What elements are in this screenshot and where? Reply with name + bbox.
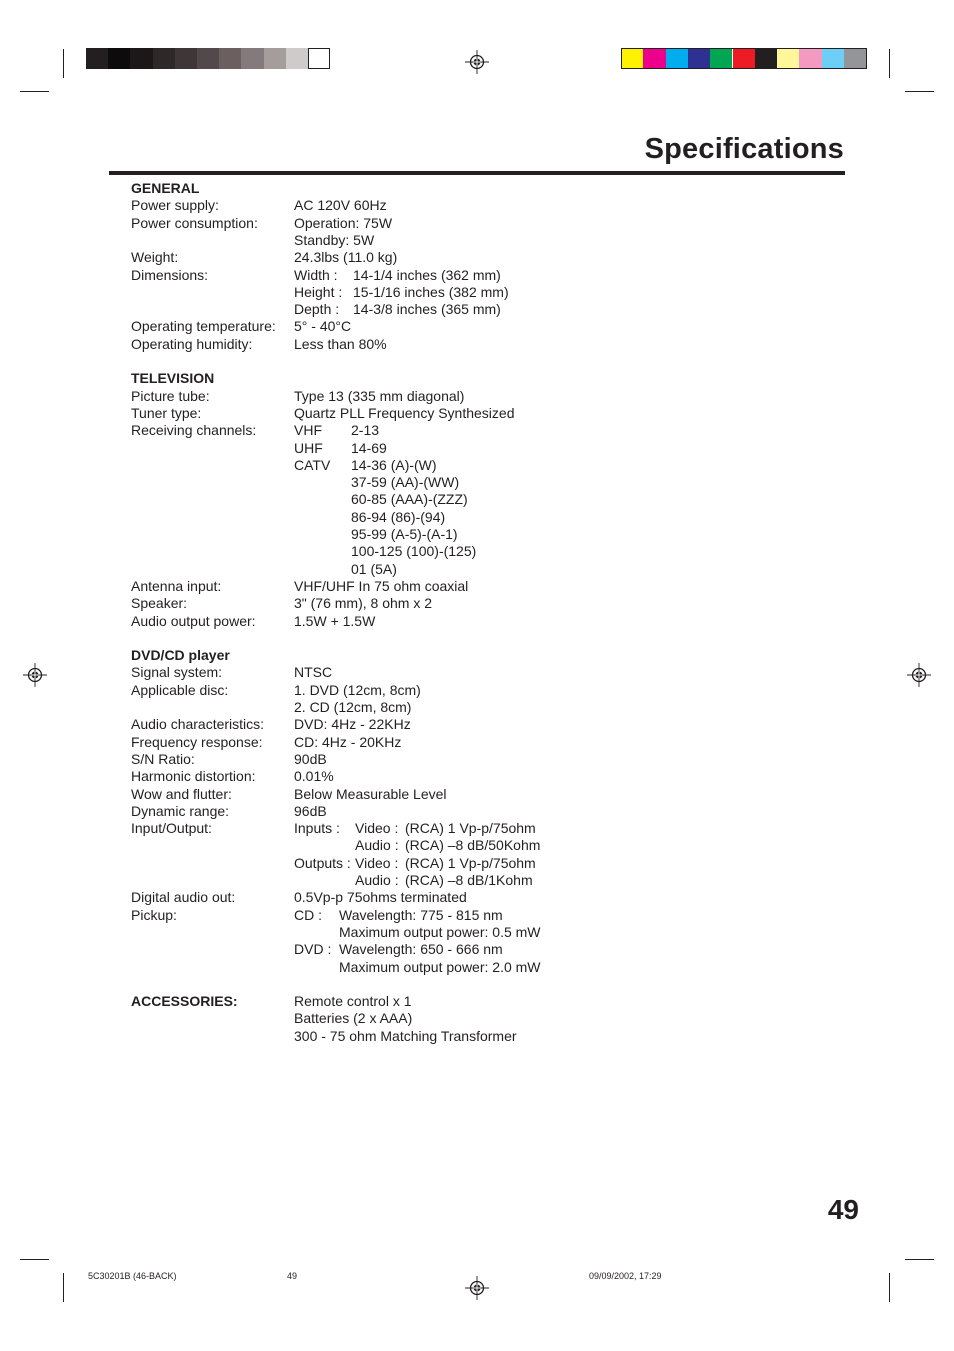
spec-value: Wavelength: 775 - 815 nm [339,906,503,923]
spec-value: 14-1/4 inches (362 mm) [353,266,501,283]
spec-label: Wow and flutter: [131,785,232,802]
spec-value: 1. DVD (12cm, 8cm) [294,681,421,698]
spec-label: Pickup: [131,906,177,923]
spec-value: Batteries (2 x AAA) [294,1010,413,1027]
spec-value: 24.3lbs (11.0 kg) [294,249,398,266]
registration-mark-icon [465,50,489,74]
spec-label: Input/Output: [131,820,212,837]
spec-value: (RCA) 1 Vp-p/75ohm [405,854,536,871]
spec-value-key: UHF [294,439,323,456]
spec-value: 0.5Vp-p 75ohms terminated [294,889,467,906]
spec-value-subkey: Video : [355,820,399,837]
section-heading: GENERAL [131,180,200,196]
spec-value: 01 (5A) [351,560,397,577]
section-heading: ACCESSORIES: [131,993,238,1010]
spec-value: 2. CD (12cm, 8cm) [294,699,412,715]
spec-value: 3" (76 mm), 8 ohm x 2 [294,595,433,612]
gray-swatch [130,48,152,69]
spec-value-key: Height : [294,283,343,300]
crop-mark [63,1273,64,1302]
spec-value: 14-3/8 inches (365 mm) [353,301,501,318]
spec-value: Maximum output power: 0.5 mW [339,923,541,940]
crop-mark [20,1259,49,1260]
spec-label: Picture tube: [131,387,210,404]
spec-label: Power consumption: [131,214,258,231]
spec-value-key: Depth : [294,301,340,318]
spec-value: (RCA) 1 Vp-p/75ohm [405,820,536,837]
spec-label: Power supply: [131,197,219,214]
spec-value: Remote control x 1 [294,993,412,1010]
page-title: Specifications [644,133,844,165]
spec-label: Speaker: [131,595,188,612]
footer-page: 49 [287,1271,298,1281]
spec-value-key: Inputs : [294,820,340,837]
spec-value: AC 120V 60Hz [294,197,387,214]
gray-swatch [241,48,263,69]
spec-value: NTSC [294,664,333,681]
crop-mark [905,1259,934,1260]
spec-value: 90dB [294,750,327,767]
spec-value: 1.5W + 1.5W [294,612,376,629]
gray-swatch [86,48,108,69]
spec-label: S/N Ratio: [131,750,195,767]
spec-value: 86-94 (86)-(94) [351,508,446,525]
spec-label: Dynamic range: [131,802,230,819]
spec-value-key: Width : [294,266,338,283]
spec-value: Operation: 75W [294,214,393,231]
spec-value: 5° - 40°C [294,318,352,335]
spec-value: Maximum output power: 2.0 mW [339,958,541,975]
crop-mark [889,49,890,78]
spec-value: (RCA) –8 dB/50Kohm [405,837,541,854]
spec-value: Less than 80% [294,335,387,352]
spec-label: Harmonic distortion: [131,768,256,785]
spec-label: Antenna input: [131,577,222,594]
spec-value: 60-85 (AAA)-(ZZZ) [351,491,468,508]
spec-label: Applicable disc: [131,681,229,698]
footer-job-id: 5C30201B (46-BACK) [88,1271,177,1281]
spec-label: Tuner type: [131,404,202,421]
spec-value-key: DVD : [294,941,332,958]
footer-date: 09/09/2002, 17:29 [589,1271,662,1281]
spec-value: 37-59 (AA)-(WW) [351,474,460,491]
spec-value: 14-69 [351,439,387,456]
spec-label: Signal system: [131,664,223,681]
spec-value: CD: 4Hz - 20KHz [294,733,402,750]
spec-label: Frequency response: [131,733,263,750]
spec-value-key: Outputs : [294,854,351,871]
spec-value: 0.01% [294,768,334,785]
spec-value-key: CD : [294,906,322,923]
crop-mark [889,1273,890,1302]
spec-value: Quartz PLL Frequency Synthesized [294,404,515,421]
spec-value-subkey: Video : [355,854,399,871]
spec-value: 96dB [294,802,327,819]
spec-value: 100-125 (100)-(125) [351,543,477,560]
crop-mark [905,91,934,92]
registration-mark-icon [465,1276,489,1300]
gray-swatch [286,48,308,69]
spec-value: Wavelength: 650 - 666 nm [339,941,503,958]
spec-value: Standby: 5W [294,231,375,248]
spec-value-subkey: Audio : [355,872,399,888]
spec-value: 95-99 (A-5)-(A-1) [351,526,458,542]
crop-mark [20,91,49,92]
gray-swatch [197,48,219,69]
page-number: 49 [827,1194,859,1225]
title-rule [109,171,845,175]
gray-swatch [264,48,286,69]
spec-label: Operating temperature: [131,318,276,335]
crop-mark [63,49,64,78]
registration-mark-icon [23,663,47,687]
spec-label: Receiving channels: [131,422,257,439]
spec-label: Audio characteristics: [131,716,265,733]
registration-mark-icon [907,663,931,687]
color-bar-frame [621,48,867,69]
spec-value: 15-1/16 inches (382 mm) [353,283,509,300]
gray-swatch [108,48,130,69]
gray-swatch [175,48,197,69]
gray-swatch [153,48,175,69]
spec-label: Dimensions: [131,266,209,283]
spec-value: 14-36 (A)-(W) [351,456,437,473]
spec-value-subkey: Audio : [355,837,399,854]
spec-value-key: VHF [294,422,322,439]
spec-value: Type 13 (335 mm diagonal) [294,387,465,404]
spec-value: (RCA) –8 dB/1Kohm [405,872,533,888]
spec-label: Digital audio out: [131,889,236,906]
spec-value: 2-13 [351,422,380,439]
spec-value-key: CATV [294,456,331,473]
section-heading: TELEVISION [131,370,215,387]
gray-swatch [219,48,241,69]
spec-value: Below Measurable Level [294,785,447,802]
spec-value: DVD: 4Hz - 22KHz [294,716,411,733]
spec-label: Operating humidity: [131,335,253,352]
section-heading: DVD/CD player [131,647,230,664]
spec-value: 300 - 75 ohm Matching Transformer [294,1027,517,1044]
gray-swatch [308,48,330,69]
spec-value: VHF/UHF In 75 ohm coaxial [294,577,469,594]
spec-label: Audio output power: [131,612,256,629]
spec-label: Weight: [131,249,179,266]
